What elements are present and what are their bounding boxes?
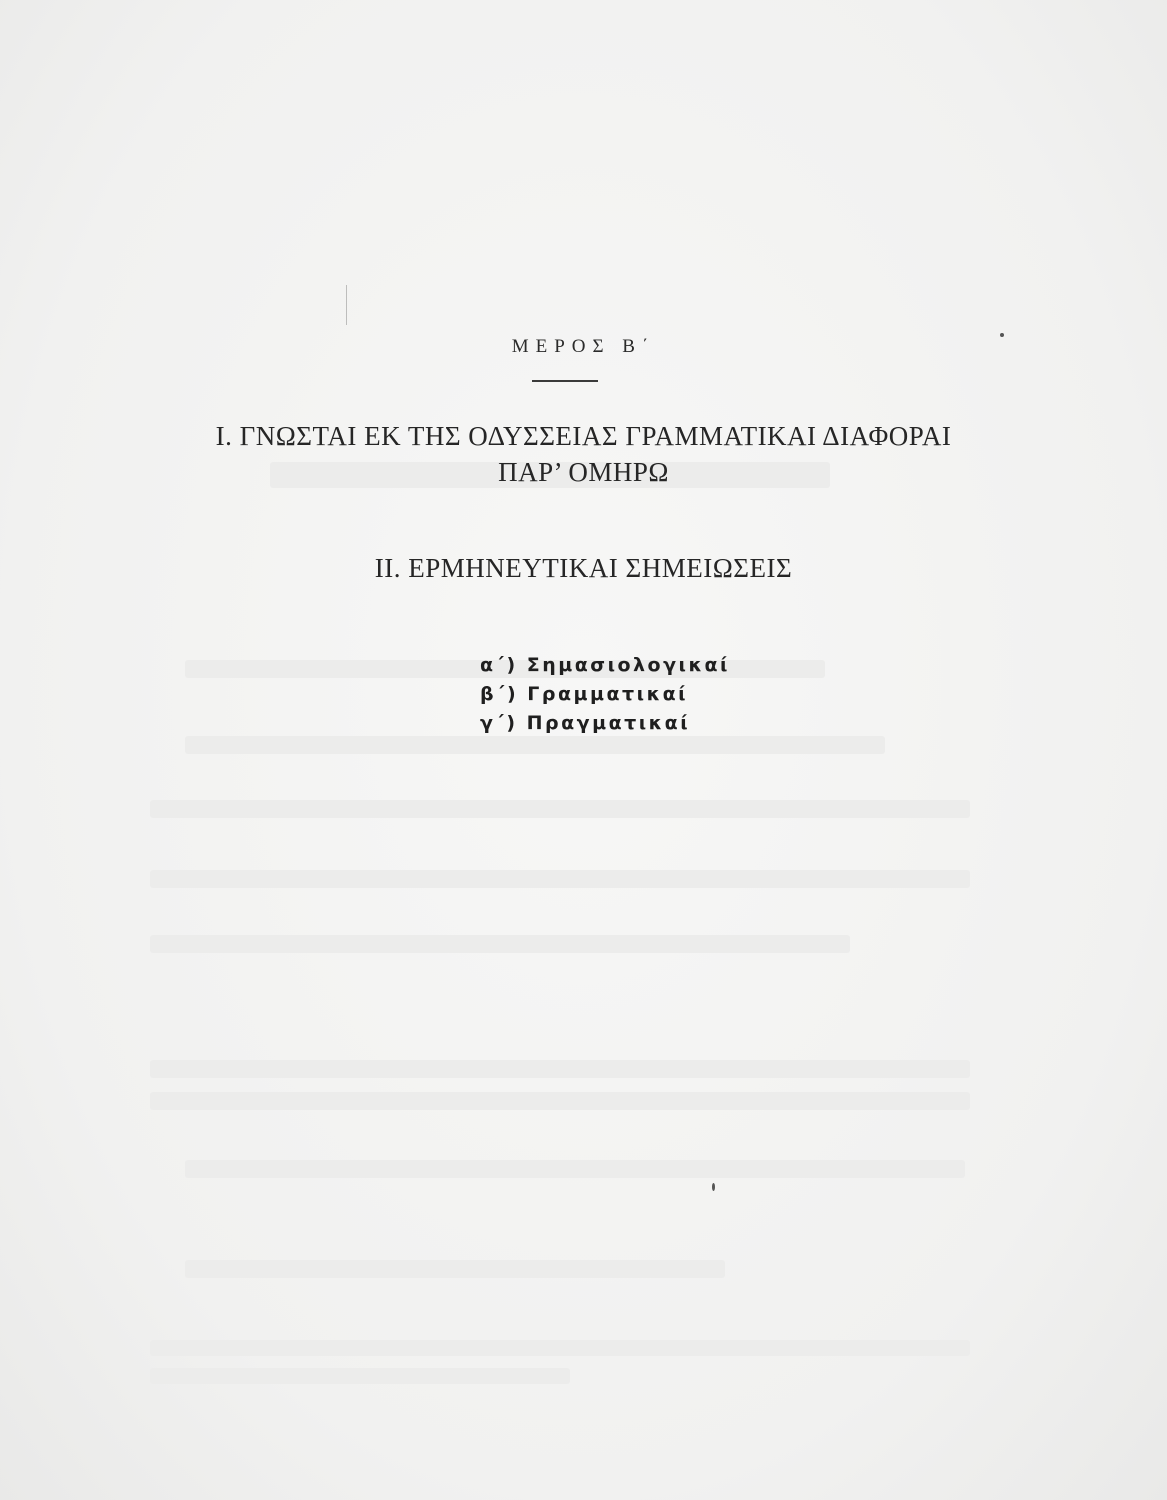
bleed-through-mark	[150, 1060, 970, 1078]
section-one-title	[0, 418, 1167, 490]
subsection-list	[480, 651, 730, 738]
scan-speck	[712, 1183, 715, 1191]
bleed-through-mark	[150, 1092, 970, 1110]
bleed-through-mark	[185, 736, 885, 754]
subsection-item: γ΄) Πραγματικαί	[480, 712, 691, 734]
bleed-through-mark	[150, 870, 970, 888]
bleed-through-mark	[150, 1340, 970, 1356]
bleed-through-mark	[185, 1260, 725, 1278]
bleed-through-mark	[150, 1368, 570, 1384]
scan-artifact-line	[346, 285, 347, 325]
subsection-item: β΄) Γραμματικαί	[480, 683, 689, 705]
bleed-through-mark	[150, 935, 850, 953]
bleed-through-mark	[150, 800, 970, 818]
bleed-through-mark	[185, 1160, 965, 1178]
section-one-title-line2: ΠΑΡ’ ΟΜΗΡΩ	[498, 457, 669, 487]
section-two-title: ΙΙ. ΕΡΜΗΝΕΥΤΙΚΑΙ ΣΗΜΕΙΩΣΕΙΣ	[374, 553, 793, 583]
part-heading: ΜΕΡΟΣ Β΄	[511, 336, 656, 357]
subsection-item: α΄) Σημασιολογικαί	[480, 654, 730, 676]
heading-rule	[532, 380, 598, 382]
section-one-title-line1: Ι. ΓΝΩΣΤΑΙ ΕΚ ΤΗΣ ΟΔΥΣΣΕΙΑΣ ΓΡΑΜΜΑΤΙΚΑΙ ΔΙΑΦΟΡΑΙ	[215, 421, 952, 451]
